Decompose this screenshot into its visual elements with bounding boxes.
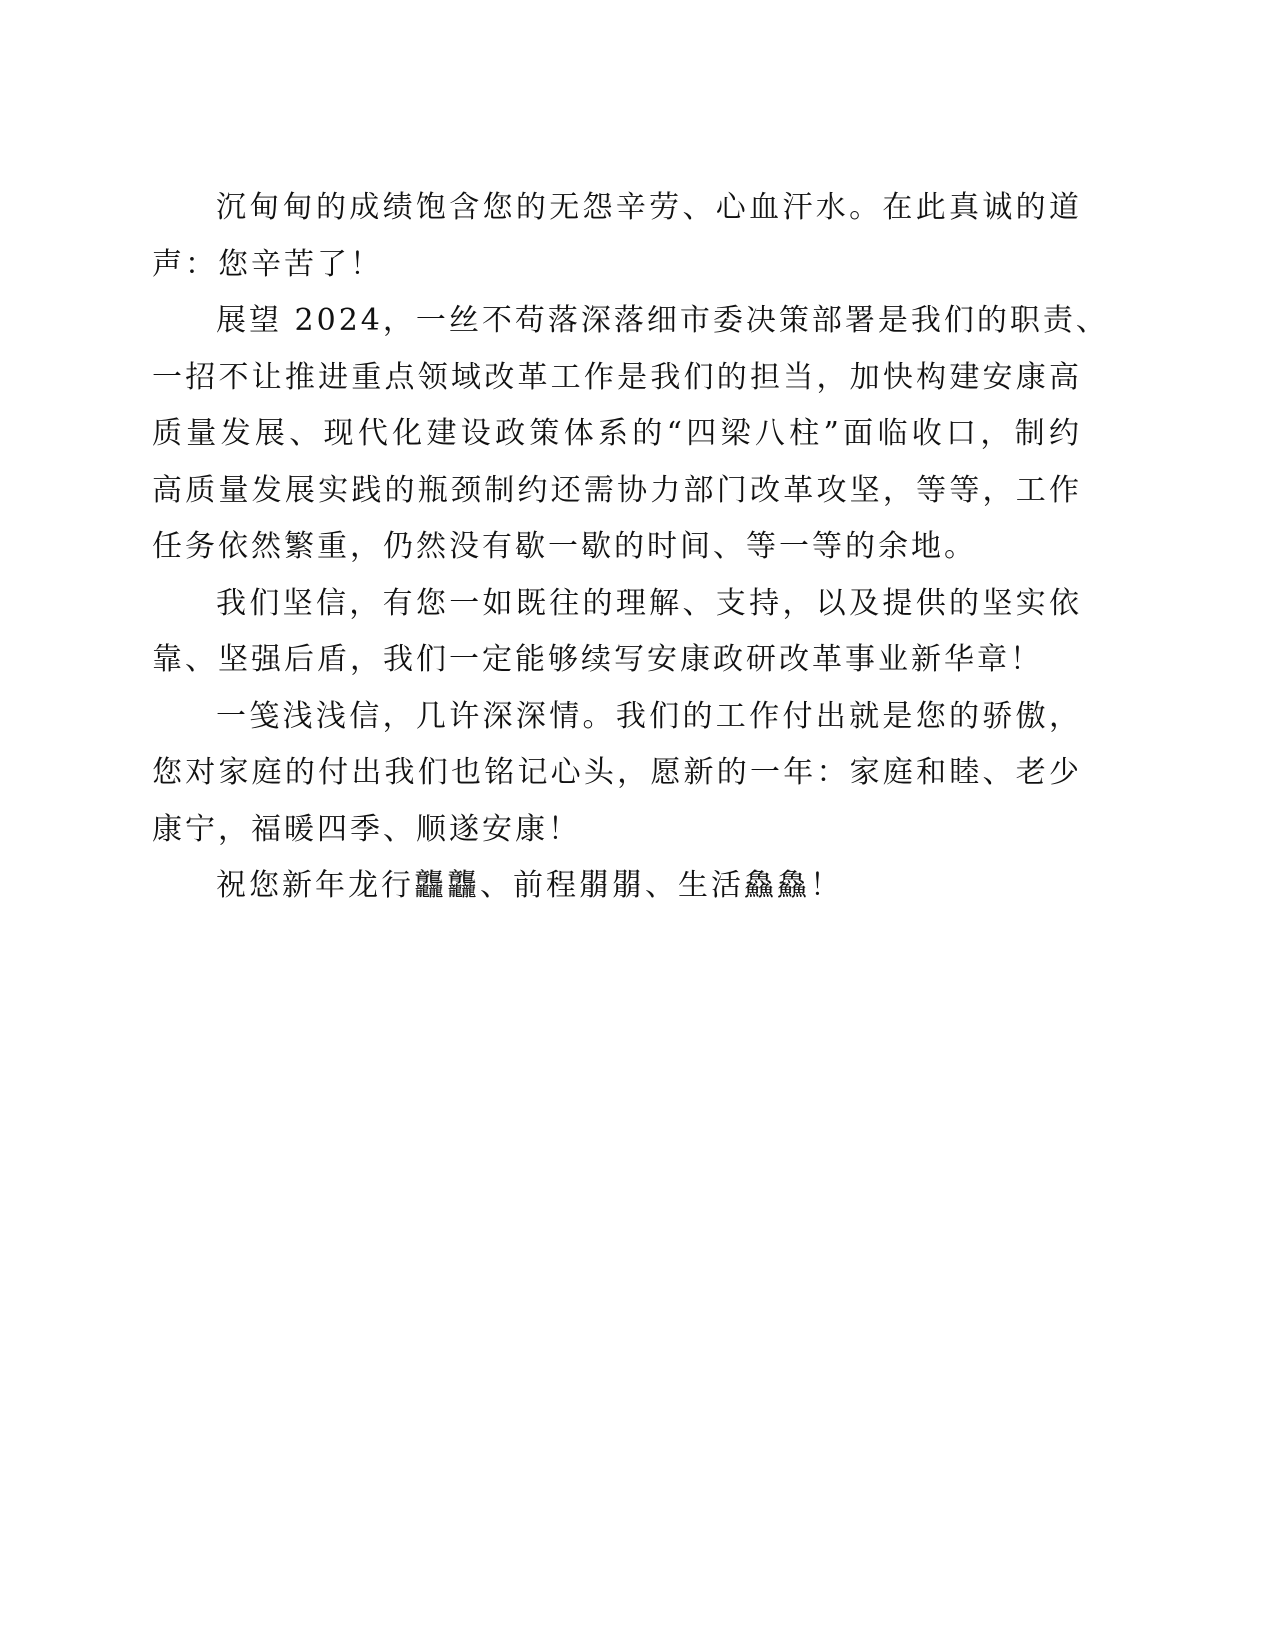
paragraph-line: 康宁，福暖四季、顺遂安康！ bbox=[152, 811, 581, 847]
paragraph-line: 您对家庭的付出我们也铭记心头，愿新的一年：家庭和睦、老少 bbox=[152, 755, 1082, 790]
paragraph-1 bbox=[152, 180, 1082, 293]
paragraph-line: 质量发展、现代化建设政策体系的“四梁八柱”面临收口，制约 bbox=[152, 416, 1082, 451]
paragraph-5 bbox=[152, 858, 1082, 915]
paragraph-line: 我们坚信，有您一如既往的理解、支持，以及提供的坚实依 bbox=[216, 585, 1082, 621]
paragraph-line: 高质量发展实践的瓶颈制约还需协力部门改革攻坚，等等，工作 bbox=[152, 472, 1082, 508]
letter-body bbox=[152, 180, 1109, 915]
paragraph-line: 沉甸甸的成绩饱含您的无怨辛劳、心血汗水。在此真诚的道 bbox=[216, 190, 1082, 225]
paragraph-line: 靠、坚强后盾，我们一定能够续写安康政研改革事业新华章！ bbox=[152, 642, 1043, 677]
paragraph-line: 展望 2024，一丝不苟落深落细市委决策部署是我们的职责、 bbox=[216, 303, 1109, 338]
paragraph-line: 声：您辛苦了！ bbox=[152, 246, 383, 282]
paragraph-3 bbox=[152, 576, 1082, 689]
paragraph-line: 一笺浅浅信，几许深深情。我们的工作付出就是您的骄傲， bbox=[216, 698, 1082, 734]
closing-wish-line: 祝您新年龙行龘龘、前程朤朤、生活鱻鱻！ bbox=[216, 868, 843, 903]
paragraph-line: 一招不让推进重点领域改革工作是我们的担当，加快构建安康高 bbox=[152, 359, 1082, 395]
paragraph-line: 任务依然繁重，仍然没有歇一歇的时间、等一等的余地。 bbox=[152, 529, 977, 564]
paragraph-2 bbox=[152, 293, 1109, 576]
paragraph-4 bbox=[152, 689, 1082, 859]
